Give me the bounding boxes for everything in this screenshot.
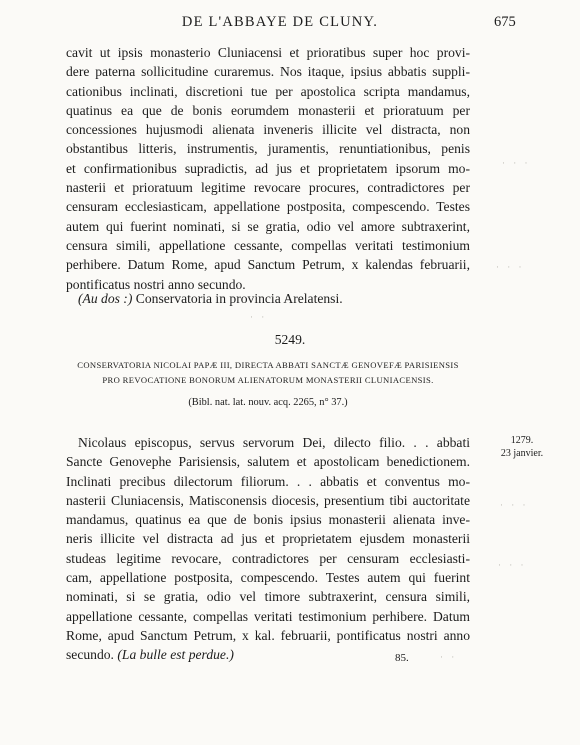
text-line: studeas legitime revocare, contradictores per censuram ecclesiasti- (66, 550, 470, 566)
verso-note (78, 291, 343, 307)
text-line: autem qui fuerint nominati, si se gratia, odio vel amore subtraxerint, (66, 218, 470, 234)
text-line: nominati, si se gratia, odio vel timore subtraxerint, censura simili, (66, 589, 470, 605)
verso-label: (Au dos :) (78, 291, 133, 306)
text-line: cam, appellatione postposita, compescendo. Testes autem qui fuerint (66, 570, 470, 586)
text-line: Nicolaus episcopus, servus servorum Dei, dilecto filio. . . abbati (78, 435, 470, 450)
charter-paragraph-1 (66, 43, 470, 294)
text-line: censuram ecclesiasticam, appellatione postposita, compescendo. Testes (66, 199, 470, 215)
text-line-final (66, 645, 470, 664)
text-line: nasterii et prioratuum legitime revocare procures, contradictores per (66, 180, 470, 196)
text-line: nasterii Cluniacensis, Matisconensis diocesis, presentium tibi auctoritate (66, 492, 470, 508)
charter-paragraph-2 (66, 433, 470, 665)
document-heading-line: CONSERVATORIA NICOLAI PAPÆ III, DIRECTA ABBATI SANCTÆ GENOVEFÆ PARISIENSIS (77, 360, 459, 370)
show-through-mark: · · · (502, 158, 531, 168)
running-title: DE L'ABBAYE DE CLUNY. (181, 14, 379, 30)
show-through-mark: · · (440, 652, 458, 662)
text-line: perhibere. Datum Rome, apud Sanctum Petrum, x kalendas februarii, (66, 257, 470, 273)
text-line: concessiones hujusmodi alienata inveneris illicite vel distracta, non (66, 122, 470, 138)
verso-text: Conservatoria in provincia Arelatensi. (135, 291, 343, 306)
text-line: obstantibus litteris, instrumentis, juramentis, renuntiationibus, penis (66, 141, 470, 157)
text-line: neris illicite vel distracta ad jus et proprietatem ejusdem monasterii (66, 531, 470, 547)
document-source: (Bibl. nat. lat. nouv. acq. 2265, n° 37.) (188, 397, 348, 408)
text-line: Inclinati precibus dilectorum filiorum. . . abbatis et conventus mo- (66, 473, 470, 489)
text-line: dere paterna sollicitudine curaremus. Nos itaque, ipsius abbatis suppli- (66, 64, 470, 80)
text-line: censura simili, appellatione cessante, compellas veritati testimonium (66, 237, 470, 253)
show-through-mark: · · · (498, 560, 527, 570)
document-number: 5249. (274, 332, 306, 347)
document-heading-line: PRO REVOCATIONE BONORUM ALIENATORUM MONASTERII CLUNIACENSIS. (102, 375, 434, 385)
text-line: et confirmationibus supradictis, ad jus et proprietatem ipsorum mo- (66, 160, 470, 176)
closing-word: secundo. (66, 647, 114, 663)
text-line: cavit ut ipsis monasterio Cluniacensi et prioratibus super hoc provi- (66, 45, 470, 60)
text-line: Rome, apud Sanctum Petrum, x kal. februarii, pontificatus nostri anno (66, 627, 470, 643)
margin-date (492, 434, 552, 460)
margin-date-day: 23 janvier. (500, 448, 544, 459)
text-line: appellatione cessante, compellas veritati testimonium perhibere. Datum (66, 608, 470, 624)
show-through-mark: · · · (496, 262, 525, 272)
text-line: pontificatus nostri anno secundo. (66, 276, 246, 292)
text-line: Sancte Genovephe Parisiensis, salutem et apostolicam benedictionem. (66, 454, 470, 470)
page-number: 675 (494, 14, 516, 30)
editorial-note: (La bulle est perdue.) (117, 647, 234, 663)
show-through-mark: · · · (500, 500, 529, 510)
text-line: quatinus ea que de bonis eorumdem monasterii et prioratuum per (66, 102, 470, 118)
show-through-mark: · · (250, 312, 268, 322)
text-line: mandamus, quatinus ea que de bonis ipsius monasterii alienata inve- (66, 512, 470, 528)
margin-date-year: 1279. (510, 435, 534, 446)
document-heading (66, 358, 470, 388)
folio-signature: 85. (395, 652, 409, 664)
text-line: cationibus inclinati, discretioni tue per apostolica scripta mandamus, (66, 83, 470, 99)
